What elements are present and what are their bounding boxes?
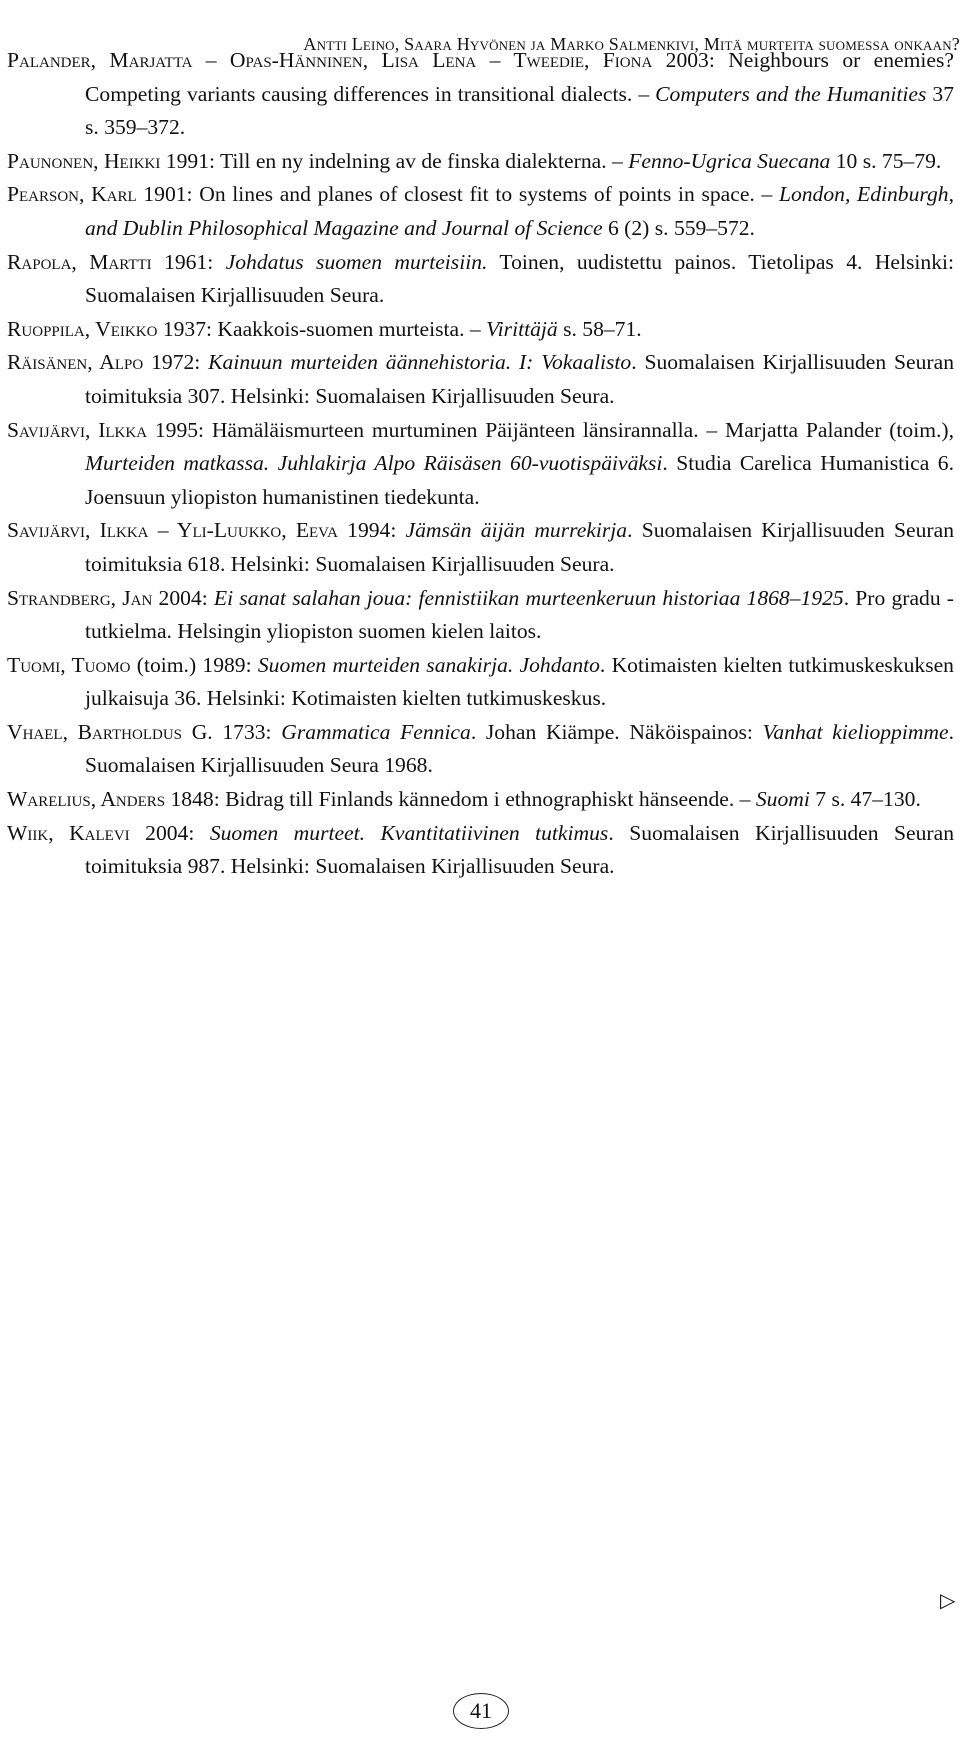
entry-title: Suomen murteiden sanakirja. Johdanto [257,652,600,677]
entry-year: 1995: [154,417,205,442]
entry-title: Till en ny indelning av de finska dialekterna. [220,148,607,173]
entry-details: . Suomalaisen Kirjallisuuden Seuran toimituksia 618. Helsinki: Suomalaisen Kirjallisuuden Seura. [85,518,955,576]
entry-author: Palander, Marjatta – Opas-Hänninen, Lisa Lena – Tweedie, Fiona [7,48,653,72]
entry-details: 6 (2) s. 559–572. [607,215,755,240]
entry-year: 2004: [158,585,208,610]
entry-details: 37 s. 359–372. [85,81,954,140]
entry-journal: Virittäjä [486,316,558,341]
entry-details: Toinen, uudistettu painos. Tietolipas 4. Helsinki: Suomalaisen Kirjallisuuden Seura. [85,249,954,308]
bibliography-entry [7,582,954,649]
entry-author: Savijärvi, Ilkka – Yli-Luukko, Eeva [7,518,338,543]
entry-year: 1901: [143,182,193,207]
entry-details: . Suomalaisen Kirjallisuuden Seuran toimituksia 987. Helsinki: Suomalaisen Kirjallisuuden Seura. [85,820,955,879]
entry-details: . Studia Carelica Humanistica 6. Joensuun yliopiston humanistinen tiedekunta. [85,451,954,509]
entry-details-continued: . Suomalaisen Kirjallisuuden Seura 1968. [85,719,955,778]
entry-title: Kaakkois-suomen murteista. [217,316,465,341]
entry-author: Wiik, Kalevi [7,820,130,845]
entry-author: Rapola, Martti [7,249,152,274]
entry-year: 1994: [347,518,397,543]
bibliography-entry [7,145,954,179]
entry-title: On lines and planes of closest fit to systems of points in space. [199,182,755,207]
entry-author: Vhael, Bartholdus [7,719,182,744]
bibliography-entry [7,414,954,515]
entry-title: Hämäläismurteen murtuminen Päijänteen länsirannalla. [211,417,699,442]
bibliography-entry [7,716,954,783]
entry-title: Neighbours or enemies? Competing variants causing differences in transitional dialects. [85,48,954,106]
entry-editor: Marjatta Palander (toim.), [725,417,955,442]
entry-details: 10 s. 75–79. [835,148,942,173]
entry-year: 2003: [665,48,715,72]
entry-dash: – [469,316,481,341]
bibliography-entry [7,246,954,313]
entry-dash: – [761,182,773,207]
entry-author: Räisänen, Alpo [7,350,144,375]
bibliography-entry [7,313,954,347]
entry-journal: Murteiden matkassa. Juhlakirja Alpo Räisäsen 60-vuotispäiväksi [85,451,663,476]
entry-title: Johdatus suomen murteisiin. [225,249,488,274]
entry-series: Vanhat kielioppimme [762,719,949,744]
entry-journal: London, Edinburgh, and Dublin Philosophical Magazine and Journal of Science [85,182,954,240]
entry-title: Jämsän äijän murrekirja [405,518,628,543]
entry-journal: Fenno-Ugrica Suecana [628,148,831,173]
bibliography-entry [7,817,954,884]
bibliography-entry [7,44,954,145]
bibliography-entry [7,783,954,817]
entry-details: . Johan Kiämpe. Näköispainos: [470,719,753,744]
bibliography-entry [7,514,954,581]
entry-year: 1961: [164,249,214,274]
entry-author: Savijärvi, Ilkka [7,417,148,442]
entry-details: 7 s. 47–130. [815,787,921,812]
entry-details: . Pro gradu -tutkielma. Helsingin yliopiston suomen kielen laitos. [85,585,954,644]
entry-year: 1848: [170,787,220,812]
entry-details: s. 58–71. [563,316,642,341]
bibliography-entry [7,346,954,413]
entry-title: Ei sanat salahan joua: fennistiikan murteenkeruun historiaa 1868–1925 [213,585,844,610]
entry-year: 1972: [151,350,201,375]
entry-year: G. 1733: [191,719,272,744]
entry-dash: – [638,81,650,106]
entry-journal: Computers and the Humanities [655,81,927,106]
entry-author: Ruoppila, Veikko [7,316,158,341]
page-number: 41 [453,1693,509,1729]
bibliography-entry [7,649,954,716]
entry-author: Pearson, Karl [7,182,137,207]
entry-title: Bidrag till Finlands kännedom i ethnographiskt hänseende. [225,787,735,812]
entry-details: . Suomalaisen Kirjallisuuden Seuran toimituksia 307. Helsinki: Suomalaisen Kirjallisuuden Seura. [85,350,955,408]
entry-year: 1991: [165,148,215,173]
entry-journal: Suomi [755,787,810,812]
next-page-arrow-icon: ▷ [940,1590,956,1612]
entry-dash: – [739,787,751,812]
entry-title: Suomen murteet. Kvantitatiivinen tutkimus [209,820,609,845]
entry-author: Tuomi, Tuomo [7,652,131,677]
bibliography-entry [7,178,954,245]
entry-dash: – [706,417,718,442]
entry-author: Strandberg, Jan [7,585,153,610]
entry-year: 2004: [145,820,195,845]
running-header: Antti Leino, Saara Hyvönen ja Marko Salmenkivi, Mitä murteita suomessa onkaan? [303,34,960,54]
entry-title: Grammatica Fennica [281,719,471,744]
entry-title: Kainuun murteiden äännehistoria. I: Vokaalisto [208,350,632,375]
bibliography-list [7,44,954,884]
entry-dash: – [612,148,623,173]
entry-year: 1937: [162,316,212,341]
entry-author: Paunonen, Heikki [7,148,161,173]
entry-year: (toim.) 1989: [136,652,252,677]
entry-author: Warelius, Anders [7,787,166,812]
entry-details: . Kotimaisten kielten tutkimuskeskuksen julkaisuja 36. Helsinki: Kotimaisten kielten tutkimuskeskus. [85,652,954,711]
